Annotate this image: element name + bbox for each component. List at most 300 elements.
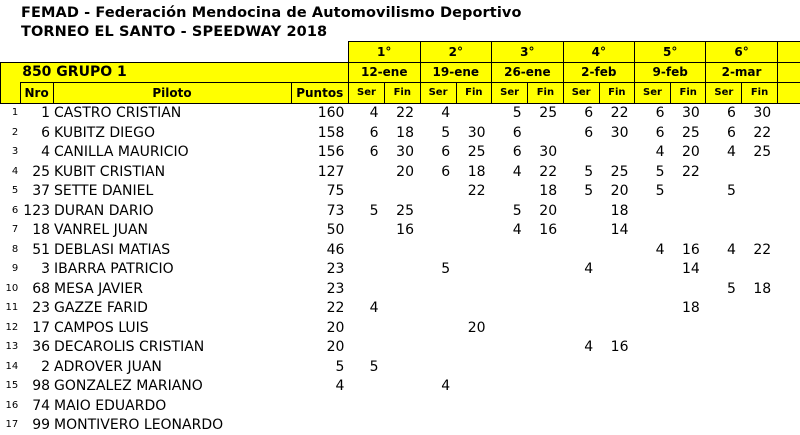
row-edge-cell (777, 143, 800, 163)
fin-points (385, 396, 420, 416)
ser-points (563, 240, 599, 260)
table-row (1, 338, 800, 358)
ser-points (634, 357, 670, 377)
ser-points: 4 (634, 240, 670, 260)
ser-points (563, 221, 599, 241)
fin-points: 18 (456, 162, 491, 182)
ser-points (706, 162, 742, 182)
table-row (1, 279, 800, 299)
ser-points (706, 299, 742, 319)
driver-name: GONZALEZ MARIANO (53, 377, 291, 397)
round-2-ordinal: 2° (420, 42, 492, 63)
fin-points (385, 377, 420, 397)
row-edge-cell (777, 357, 800, 377)
ser-points: 6 (348, 123, 384, 143)
row-edge-cell (777, 162, 800, 182)
driver-number: 6 (20, 123, 53, 143)
total-points: 158 (291, 123, 348, 143)
fin-points: 22 (528, 162, 563, 182)
round-4-ordinal: 4° (563, 42, 634, 63)
ser-points (420, 279, 456, 299)
fin-points (456, 103, 491, 123)
ser-points (348, 182, 384, 202)
ser-points: 4 (348, 103, 384, 123)
total-points: 23 (291, 279, 348, 299)
fin-header-round-5: Fin (671, 83, 706, 104)
row-edge-cell (777, 396, 800, 416)
ser-points (706, 221, 742, 241)
fin-points: 16 (528, 221, 563, 241)
fin-points (742, 182, 777, 202)
table-row (1, 260, 800, 280)
fin-points (599, 416, 634, 435)
ser-points (563, 201, 599, 221)
fin-header-round-6: Fin (742, 83, 777, 104)
ser-points (563, 377, 599, 397)
fin-points (742, 260, 777, 280)
driver-name: CAMPOS LUIS (53, 318, 291, 338)
fin-points (599, 240, 634, 260)
fin-points: 20 (456, 318, 491, 338)
driver-name: CASTRO CRISTIAN (53, 103, 291, 123)
driver-name: IBARRA PATRICIO (53, 260, 291, 280)
fin-points (528, 299, 563, 319)
total-points: 156 (291, 143, 348, 163)
fin-points (456, 299, 491, 319)
ser-points (634, 338, 670, 358)
ser-points: 6 (563, 123, 599, 143)
ser-points (492, 318, 528, 338)
fin-points: 16 (599, 338, 634, 358)
fin-points: 25 (742, 143, 777, 163)
driver-name: GAZZE FARID (53, 299, 291, 319)
fin-points (385, 299, 420, 319)
ser-points (706, 416, 742, 435)
row-position: 8 (1, 240, 21, 260)
ser-points: 6 (563, 103, 599, 123)
fin-points: 22 (456, 182, 491, 202)
fin-points (742, 299, 777, 319)
fin-points: 22 (385, 103, 420, 123)
fin-points (599, 377, 634, 397)
fin-points: 25 (671, 123, 706, 143)
row-edge-cell (777, 221, 800, 241)
ser-points (420, 240, 456, 260)
ser-points (563, 318, 599, 338)
driver-name: CANILLA MAURICIO (53, 143, 291, 163)
ser-points (420, 299, 456, 319)
ser-points (348, 318, 384, 338)
ser-points: 5 (492, 103, 528, 123)
fin-points: 30 (528, 143, 563, 163)
fin-points (456, 279, 491, 299)
fin-points (599, 299, 634, 319)
ser-points (706, 338, 742, 358)
ser-points (348, 279, 384, 299)
ser-points: 4 (348, 299, 384, 319)
ser-points (492, 240, 528, 260)
driver-name: SETTE DANIEL (53, 182, 291, 202)
ser-points (420, 318, 456, 338)
ser-points: 5 (563, 162, 599, 182)
fin-points (599, 357, 634, 377)
ser-points: 5 (706, 182, 742, 202)
fin-points (456, 357, 491, 377)
ser-points: 4 (492, 162, 528, 182)
fin-points (671, 338, 706, 358)
ser-points (563, 416, 599, 435)
table-row (1, 240, 800, 260)
fin-points: 22 (599, 103, 634, 123)
driver-number: 25 (20, 162, 53, 182)
total-points (291, 396, 348, 416)
table-row (1, 143, 800, 163)
driver-name: MAIO EDUARDO (53, 396, 291, 416)
ser-points: 4 (420, 103, 456, 123)
ser-points: 6 (420, 143, 456, 163)
fin-points: 18 (671, 299, 706, 319)
header-edge-cell (777, 83, 800, 104)
ser-points (420, 182, 456, 202)
driver-name: KUBITZ DIEGO (53, 123, 291, 143)
ser-points: 4 (634, 143, 670, 163)
total-points: 4 (291, 377, 348, 397)
fin-points (742, 416, 777, 435)
row-edge-cell (777, 182, 800, 202)
ser-points (348, 221, 384, 241)
driver-number: 3 (20, 260, 53, 280)
fin-points: 25 (599, 162, 634, 182)
ser-points: 5 (420, 123, 456, 143)
round-5-date: 9-feb (634, 62, 705, 83)
round-dates-row (1, 62, 800, 83)
fin-points (528, 377, 563, 397)
fin-points (456, 416, 491, 435)
table-row (1, 221, 800, 241)
fin-points: 20 (671, 143, 706, 163)
ser-header-round-5: Ser (634, 83, 670, 104)
fin-points (528, 396, 563, 416)
row-position: 10 (1, 279, 21, 299)
ser-points (348, 260, 384, 280)
round-3-date: 26-ene (492, 62, 564, 83)
driver-number: 17 (20, 318, 53, 338)
standings-table (0, 41, 800, 435)
row-position: 5 (1, 182, 21, 202)
table-row (1, 123, 800, 143)
ser-points (348, 338, 384, 358)
driver-name: DECAROLIS CRISTIAN (53, 338, 291, 358)
total-points: 75 (291, 182, 348, 202)
ser-points (706, 201, 742, 221)
ser-points (348, 162, 384, 182)
ser-header-round-4: Ser (563, 83, 599, 104)
fin-points (528, 240, 563, 260)
table-row (1, 162, 800, 182)
ser-points: 6 (348, 143, 384, 163)
ser-points (492, 182, 528, 202)
fin-points (599, 396, 634, 416)
row-edge-cell (777, 279, 800, 299)
fin-points (456, 338, 491, 358)
ser-points: 6 (634, 103, 670, 123)
fin-points: 22 (742, 123, 777, 143)
row-edge-cell (777, 338, 800, 358)
ser-points (492, 416, 528, 435)
driver-number: 74 (20, 396, 53, 416)
driver-name: DEBLASI MATIAS (53, 240, 291, 260)
fin-header-round-2: Fin (456, 83, 491, 104)
ser-header-round-1: Ser (348, 83, 384, 104)
ser-points (420, 338, 456, 358)
fin-points: 20 (385, 162, 420, 182)
fin-points (528, 357, 563, 377)
fin-points: 30 (385, 143, 420, 163)
ser-points (563, 396, 599, 416)
fin-points (671, 201, 706, 221)
ser-header-round-6: Ser (706, 83, 742, 104)
fin-points (456, 240, 491, 260)
ser-points (634, 377, 670, 397)
group-title: 850 GRUPO 1 (20, 62, 348, 83)
ser-points: 5 (348, 201, 384, 221)
ser-points (492, 260, 528, 280)
ser-points (348, 416, 384, 435)
total-points (291, 416, 348, 435)
fin-points: 16 (385, 221, 420, 241)
total-points: 46 (291, 240, 348, 260)
ser-points (706, 396, 742, 416)
fin-points (456, 201, 491, 221)
ser-points (706, 260, 742, 280)
ser-points (348, 377, 384, 397)
ser-points (492, 338, 528, 358)
row-edge-cell (777, 299, 800, 319)
total-points: 20 (291, 318, 348, 338)
fin-points: 20 (528, 201, 563, 221)
fin-points (742, 357, 777, 377)
fin-points: 14 (671, 260, 706, 280)
total-points: 20 (291, 338, 348, 358)
ser-points (420, 357, 456, 377)
driver-number: 36 (20, 338, 53, 358)
driver-number: 2 (20, 357, 53, 377)
fin-points (742, 201, 777, 221)
fin-points (671, 357, 706, 377)
round-2-date: 19-ene (420, 62, 492, 83)
row-position: 7 (1, 221, 21, 241)
ser-points (420, 416, 456, 435)
driver-number: 123 (20, 201, 53, 221)
fin-points: 14 (599, 221, 634, 241)
total-points: 23 (291, 260, 348, 280)
total-points: 73 (291, 201, 348, 221)
ser-points: 5 (634, 182, 670, 202)
fin-points (742, 338, 777, 358)
fin-points (456, 377, 491, 397)
driver-number: 4 (20, 143, 53, 163)
table-row (1, 299, 800, 319)
fin-points: 22 (671, 162, 706, 182)
fin-points (385, 338, 420, 358)
nro-header: Nro (20, 83, 53, 104)
driver-name: DURAN DARIO (53, 201, 291, 221)
ser-points: 6 (706, 103, 742, 123)
fin-points (528, 260, 563, 280)
row-position: 13 (1, 338, 21, 358)
fin-points (742, 221, 777, 241)
ser-points: 4 (492, 221, 528, 241)
table-row (1, 318, 800, 338)
ser-points: 6 (634, 123, 670, 143)
row-position: 15 (1, 377, 21, 397)
row-edge-cell (777, 260, 800, 280)
total-points: 127 (291, 162, 348, 182)
fin-points (456, 221, 491, 241)
driver-name: VANREL JUAN (53, 221, 291, 241)
round-1-ordinal: 1° (348, 42, 420, 63)
fin-points: 25 (528, 103, 563, 123)
total-points: 22 (291, 299, 348, 319)
table-row (1, 396, 800, 416)
ser-points: 5 (563, 182, 599, 202)
fin-points: 18 (742, 279, 777, 299)
driver-number: 1 (20, 103, 53, 123)
fin-points (385, 416, 420, 435)
ser-points (634, 260, 670, 280)
row-edge-cell (777, 240, 800, 260)
ser-points: 5 (634, 162, 670, 182)
fin-points (528, 338, 563, 358)
round-5-ordinal: 5° (634, 42, 705, 63)
fin-points (599, 279, 634, 299)
total-points: 50 (291, 221, 348, 241)
ser-points: 4 (706, 240, 742, 260)
table-row (1, 182, 800, 202)
round-6-date: 2-mar (706, 62, 777, 83)
fin-points (671, 318, 706, 338)
fin-header-round-3: Fin (528, 83, 563, 104)
fin-points (528, 123, 563, 143)
ser-points: 4 (563, 260, 599, 280)
row-edge-cell (777, 416, 800, 435)
ser-points: 5 (706, 279, 742, 299)
row-position: 6 (1, 201, 21, 221)
fin-points (385, 357, 420, 377)
ser-points (420, 396, 456, 416)
round-6-ordinal: 6° (706, 42, 777, 63)
fin-points: 22 (742, 240, 777, 260)
row-position: 16 (1, 396, 21, 416)
fin-points (742, 162, 777, 182)
ser-points: 5 (492, 201, 528, 221)
row-edge-cell (777, 318, 800, 338)
ser-points: 6 (492, 123, 528, 143)
ser-points (706, 318, 742, 338)
row-position: 9 (1, 260, 21, 280)
ser-points (563, 299, 599, 319)
driver-name: ADROVER JUAN (53, 357, 291, 377)
ser-points (634, 396, 670, 416)
column-header-row (1, 83, 800, 104)
fin-points: 18 (599, 201, 634, 221)
row-position: 14 (1, 357, 21, 377)
fin-points: 20 (599, 182, 634, 202)
fin-points: 18 (528, 182, 563, 202)
table-row (1, 416, 800, 435)
tournament-title: TORNEO EL SANTO - SPEEDWAY 2018 (21, 24, 327, 40)
driver-number: 51 (20, 240, 53, 260)
ser-points (706, 377, 742, 397)
fin-header-round-1: Fin (385, 83, 420, 104)
row-edge-cell (777, 201, 800, 221)
fin-points (528, 318, 563, 338)
fin-points (385, 182, 420, 202)
ser-points (634, 279, 670, 299)
fin-points (599, 143, 634, 163)
ser-points: 6 (706, 123, 742, 143)
ser-points: 4 (563, 338, 599, 358)
fin-points (385, 260, 420, 280)
fin-points (671, 221, 706, 241)
row-position: 2 (1, 123, 21, 143)
ser-points (348, 240, 384, 260)
ser-points (348, 396, 384, 416)
row-position: 3 (1, 143, 21, 163)
row-position: 17 (1, 416, 21, 435)
ser-points (420, 221, 456, 241)
driver-name: MESA JAVIER (53, 279, 291, 299)
ser-points: 6 (420, 162, 456, 182)
fin-points (385, 279, 420, 299)
fin-points (742, 377, 777, 397)
fin-points (742, 318, 777, 338)
ser-points (634, 318, 670, 338)
round-1-date: 12-ene (348, 62, 420, 83)
fin-points: 18 (385, 123, 420, 143)
table-row (1, 201, 800, 221)
driver-number: 98 (20, 377, 53, 397)
ser-points (634, 299, 670, 319)
fin-points: 30 (599, 123, 634, 143)
row-edge-cell (777, 123, 800, 143)
fin-points: 30 (456, 123, 491, 143)
driver-number: 37 (20, 182, 53, 202)
ser-points (492, 299, 528, 319)
row-position: 12 (1, 318, 21, 338)
row-position: 4 (1, 162, 21, 182)
row-position: 11 (1, 299, 21, 319)
ser-points (492, 357, 528, 377)
ser-points (634, 221, 670, 241)
ser-points (420, 201, 456, 221)
fin-points: 25 (456, 143, 491, 163)
total-points: 160 (291, 103, 348, 123)
ser-header-round-2: Ser (420, 83, 456, 104)
fin-points (671, 279, 706, 299)
fin-points: 16 (671, 240, 706, 260)
fin-points (742, 396, 777, 416)
ser-points (563, 143, 599, 163)
ser-points (492, 377, 528, 397)
document-title: FEMAD - Federación Mendocina de Automovilismo Deportivo (21, 5, 522, 21)
ser-points (634, 416, 670, 435)
ser-points: 4 (706, 143, 742, 163)
table-row (1, 357, 800, 377)
ser-points (563, 279, 599, 299)
fin-points (385, 318, 420, 338)
table-row (1, 377, 800, 397)
